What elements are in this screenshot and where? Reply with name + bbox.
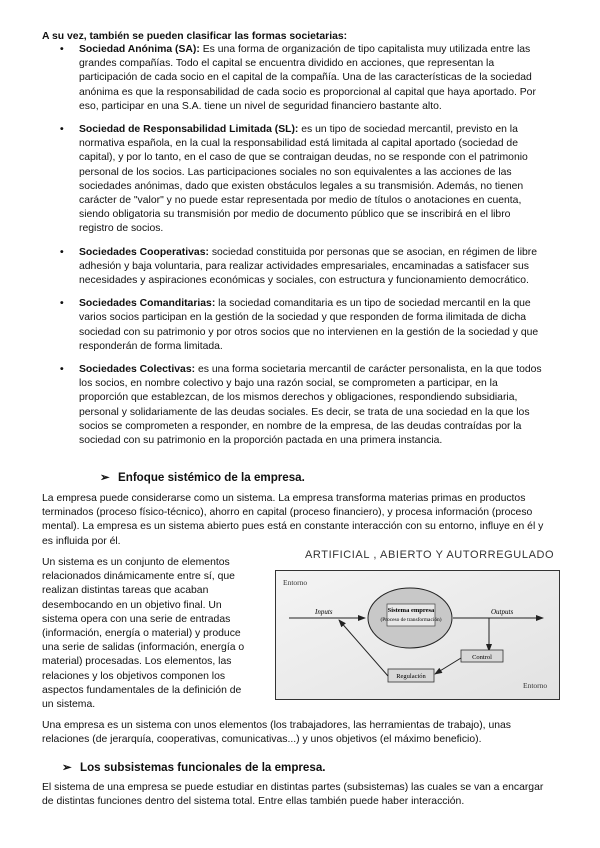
bullet-icon: • bbox=[60, 246, 64, 258]
list-item-text: sociedad constituida por personas que se asocian, en régimen de libre adhesión y baja voluntaria, para realizar actividades empresariales, encaminadas a satisfacer sus necesidades y aspiraciones económicas y sociales, con estructura y funcionamiento democrático. bbox=[79, 246, 538, 287]
list-item bbox=[42, 297, 547, 354]
entorno-bottom-label: Entorno bbox=[523, 681, 548, 690]
regulation-label: Regulación bbox=[396, 673, 426, 680]
list-item-text: la sociedad comanditaria es un tipo de sociedad mercantil en la que varios socios participan en la gestión de la sociedad y que responden de forma ilimitada de dicha sociedad con su patrimonio y por otros socios que no intervienen en la gestión de la sociedad y que responderán de forma limitada. bbox=[79, 298, 539, 352]
list-item-term: Sociedad Anónima (SA): bbox=[79, 44, 200, 55]
system-core-subtitle: (Proceso de transformación) bbox=[380, 617, 442, 623]
list-item bbox=[42, 43, 547, 114]
bullet-icon: • bbox=[60, 364, 64, 376]
section-heading-text: Los subsistemas funcionales de la empresa. bbox=[80, 761, 326, 774]
subsystems-paragraph: El sistema de una empresa se puede estudiar en distintas partes (subsistemas) las cuales se van a encargar de distintas funciones dentro del sistema total. Entre ellas también puede haber interacción. bbox=[42, 782, 544, 808]
list-item bbox=[42, 246, 547, 289]
list-item-term: Sociedades Colectivas: bbox=[79, 364, 196, 376]
intro-text: A su vez, también se pueden clasificar las formas societarias: bbox=[42, 31, 348, 42]
entorno-top-label: Entorno bbox=[283, 578, 308, 587]
section-heading-subsystems bbox=[62, 761, 326, 775]
outputs-label: Outputs bbox=[491, 608, 514, 616]
company-types-list bbox=[42, 43, 547, 457]
arrow-bullet-icon: ➢ bbox=[62, 761, 72, 774]
system-diagram bbox=[275, 570, 560, 700]
list-item-text: es una forma societaria mercantil de carácter personalista, en la que todos los socios, en nombre colectivo y bajo una razón social, se comprometen a participar, en la proporción que establezcan, de los mismos derechos y obligaciones, respondiendo subsidiaria, personal y solidariamente de las deudas sociales. Es decir, se trata de una sociedad en la que los socios se comprometen a responder, en nombre de la empresa, de las deudas contraídas por la sociedad con su patrimonio en la proporción pactada en una primera instancia. bbox=[79, 364, 542, 447]
list-item-term: Sociedad de Responsabilidad Limitada (SL): bbox=[79, 124, 299, 136]
list-item-text: Es una forma de organización de tipo capitalista muy utilizada entre las grandes compañías. Todo el capital se encuentra dividido en acciones, que representan la participación de cada socio en el capital de la compañía. Una de las características de la sociedad anónima es que la responsabilidad de cada socio es proporcional al capital que haya aportado. Por eso, participar en una S.A. tiene un nivel de seguridad financiero bastante alto. bbox=[79, 44, 536, 112]
arrow-bullet-icon: ➢ bbox=[100, 471, 110, 484]
list-item-text: es un tipo de sociedad mercantil, previsto en la normativa española, en la cual la responsabilidad está limitada al capital aportado (sociedad de capital), y por lo tanto, en el caso de que se contraigan deudas, no se responde con el patrimonio personal de los socios. Las participaciones sociales no son equivalentes a las acciones de las sociedades anónimas, dado que existen obstáculos legales a su transmisión. Además, no tienen carácter de "valor" y no puede estar representada por medio de títulos o anotaciones en cuenta, siendo obligatoria su transmisión por medio de documento público que se inscribirá en el libro registro de socios. bbox=[79, 124, 528, 235]
control-label: Control bbox=[472, 654, 492, 661]
inputs-label: Inputs bbox=[315, 608, 333, 616]
section-heading-systemic bbox=[100, 471, 305, 485]
bullet-icon: • bbox=[60, 44, 64, 55]
systemic-paragraph-1: La empresa puede considerarse como un sistema. La empresa transforma materias primas en productos terminados (proceso físico-técnico), ahorro en capital (proceso financiero), y procesa información (proceso mental). La empresa es un sistema abierto pues está en constante interacción con su entorno, influye en él y es influida por él. bbox=[42, 493, 544, 547]
system-core-title: Sistema empresa bbox=[387, 607, 435, 614]
system-definition-text: Un sistema es un conjunto de elementos relacionados dinámicamente entre sí, que realizan distintas tareas que acaban desembocando en un objetivo final. Un sistema opera con una serie de entradas (información, energía o material) y produce una serie de salidas (información, energía o material) procesadas. Los elementos, las relaciones y los objetivos componen los aspectos fundamentales de la definición de un sistema. bbox=[42, 557, 245, 711]
bullet-icon: • bbox=[60, 124, 64, 136]
list-item-term: Sociedades Cooperativas: bbox=[79, 246, 209, 258]
list-item bbox=[42, 123, 547, 237]
list-item-term: Sociedades Comanditarias: bbox=[79, 298, 216, 310]
diagram-title: ARTIFICIAL , ABIERTO Y AUTORREGULADO bbox=[305, 549, 555, 561]
section-heading-text: Enfoque sistémico de la empresa. bbox=[118, 471, 305, 484]
list-item bbox=[42, 363, 547, 448]
systemic-paragraph-2: Una empresa es un sistema con unos elementos (los trabajadores, las herramientas de trabajo), unas relaciones (de jerarquía, cooperativas, comunicativas...) y unos objetivos (el máximo beneficio). bbox=[42, 720, 511, 746]
bullet-icon: • bbox=[60, 298, 64, 310]
